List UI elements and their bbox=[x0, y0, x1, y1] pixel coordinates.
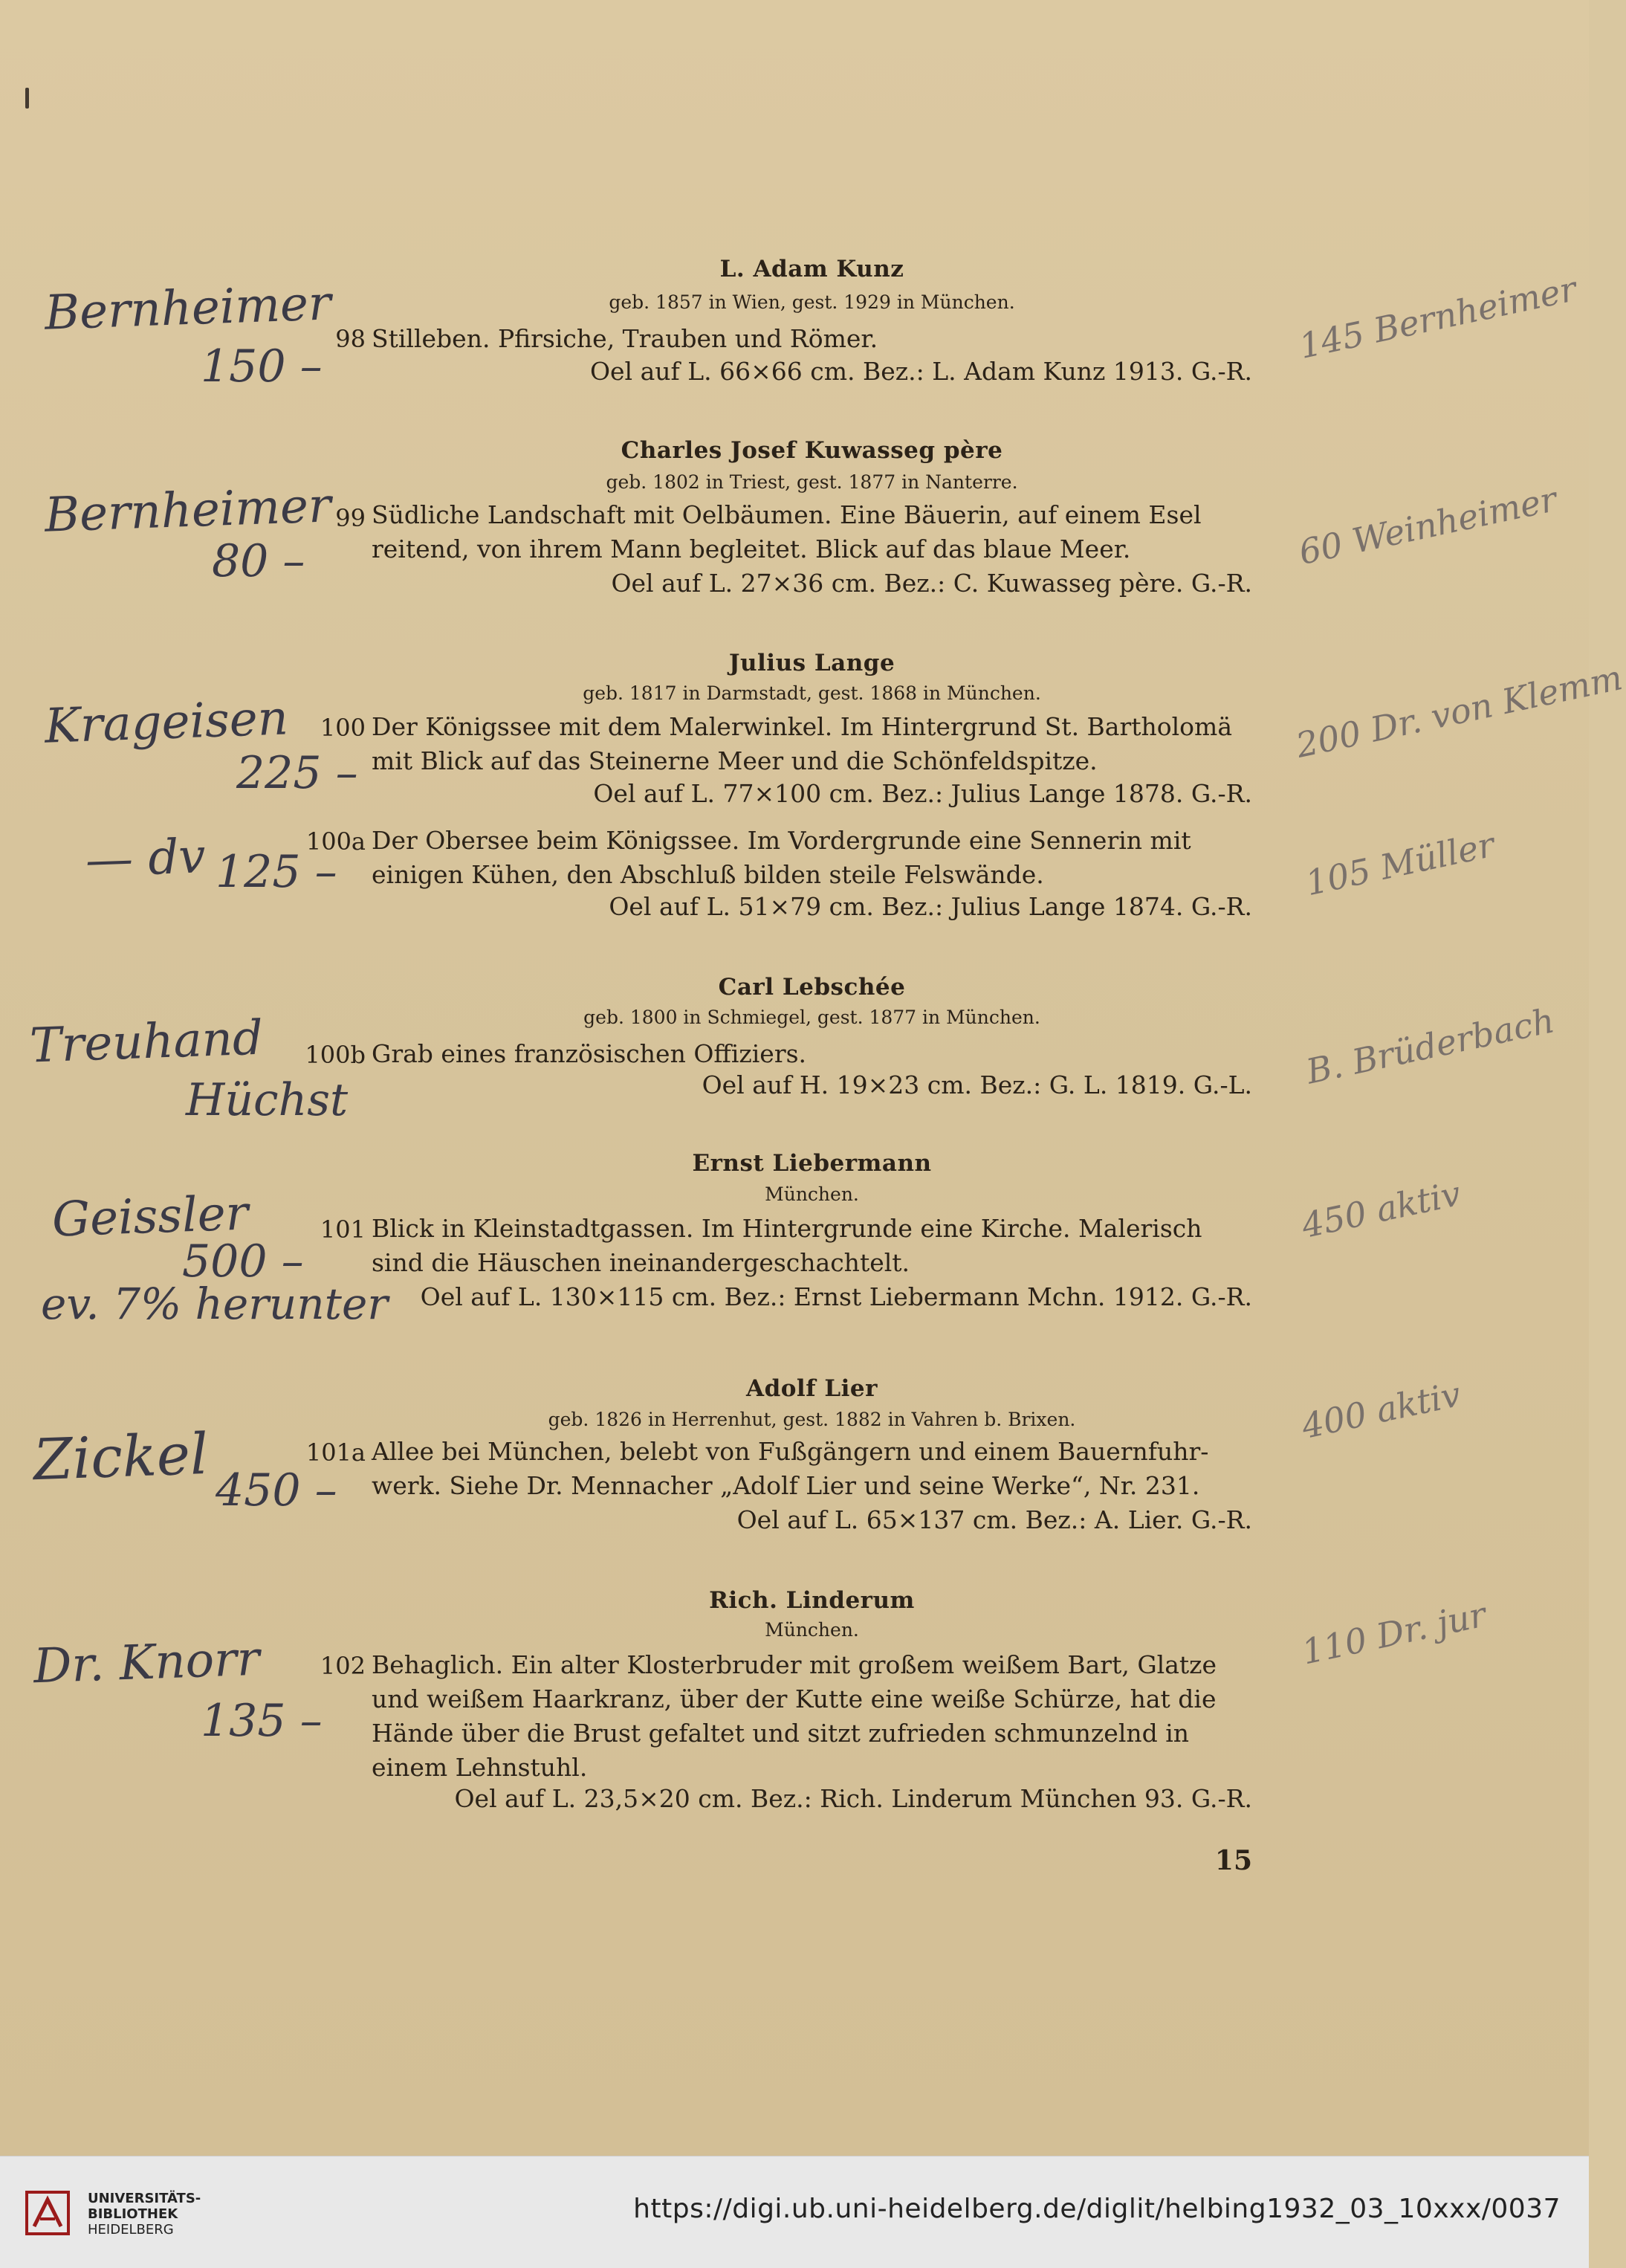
lot-line: und weißem Haarkranz, über der Kutte eine weiße Schürze, hat die bbox=[372, 1684, 1217, 1713]
lot-description bbox=[372, 1648, 1252, 1785]
handwritten-buyer: Treuhand bbox=[28, 1010, 265, 1074]
lot-number: 99 bbox=[335, 504, 366, 532]
lot-line: mit Blick auf das Steinerne Meer und die Schönfeldspitze. bbox=[372, 746, 1098, 775]
lot-line: Blick in Kleinstadtgassen. Im Hintergrunde eine Kirche. Malerisch bbox=[372, 1214, 1202, 1243]
lot-number: 100 bbox=[320, 714, 366, 742]
handwritten-buyer: — dv bbox=[84, 829, 207, 888]
lot-line: Grab eines französischen Offiziers. bbox=[372, 1039, 807, 1068]
artist-name: Ernst Liebermann bbox=[692, 1150, 932, 1177]
lot-medium: Oel auf L. 27×36 cm. Bez.: C. Kuwasseg père. G.-R. bbox=[611, 569, 1252, 598]
artist-name: Julius Lange bbox=[728, 650, 895, 676]
lot-number: 100a bbox=[305, 827, 366, 856]
lot-line: Der Königssee mit dem Malerwinkel. Im Hintergrund St. Bartholomä bbox=[372, 712, 1233, 741]
library-name-line: HEIDELBERG bbox=[88, 2222, 174, 2238]
lot-number: 100b bbox=[305, 1041, 366, 1069]
library-logo-icon bbox=[24, 2189, 71, 2237]
handwritten-margin-note: 400 aktiv bbox=[1298, 1374, 1465, 1447]
handwritten-buyer: Geissler bbox=[51, 1186, 250, 1248]
lot-number: 102 bbox=[320, 1652, 366, 1680]
lot-medium: Oel auf L. 51×79 cm. Bez.: Julius Lange 1874. G.-R. bbox=[609, 892, 1252, 921]
library-name bbox=[88, 2191, 236, 2238]
lot-medium: Oel auf L. 66×66 cm. Bez.: L. Adam Kunz 1913. G.-R. bbox=[589, 357, 1252, 386]
handwritten-margin-note: 110 Dr. jur bbox=[1298, 1594, 1490, 1673]
permalink-url[interactable]: https://digi.ub.uni-heidelberg.de/diglit/helbing1932_03_10xxx/0037 bbox=[633, 2194, 1561, 2224]
lot-line: Allee bei München, belebt von Fußgängern und einem Bauernfuhr- bbox=[372, 1437, 1209, 1466]
handwritten-margin-note: B. Brüderbach bbox=[1303, 1000, 1558, 1092]
handwritten-margin-note: 105 Müller bbox=[1302, 824, 1498, 904]
lot-line: Hände über die Brust gefaltet und sitzt zufrieden schmunzelnd in bbox=[372, 1719, 1190, 1748]
handwritten-price: 450 – bbox=[216, 1464, 337, 1516]
handwritten-price: 500 – bbox=[182, 1235, 304, 1288]
handwritten-price: 225 – bbox=[236, 747, 358, 799]
ink-mark bbox=[25, 88, 29, 109]
artist-name: Rich. Linderum bbox=[709, 1587, 915, 1614]
handwritten-margin-note: 60 Weinheimer bbox=[1295, 478, 1561, 573]
handwritten-buyer: Krageisen bbox=[43, 691, 290, 755]
lot-line: reitend, von ihrem Mann begleitet. Blick auf das blaue Meer. bbox=[372, 534, 1131, 563]
lot-number: 101 bbox=[320, 1215, 366, 1244]
lot-line: einem Lehnstuhl. bbox=[372, 1753, 588, 1782]
handwritten-buyer: Zickel bbox=[32, 1420, 210, 1493]
artist-info: München. bbox=[765, 1183, 859, 1205]
artist-name: Adolf Lier bbox=[746, 1375, 878, 1402]
lot-description bbox=[372, 824, 1252, 892]
lot-line: einigen Kühen, den Abschluß bilden steile Felswände. bbox=[372, 860, 1044, 889]
lot-medium: Oel auf L. 23,5×20 cm. Bez.: Rich. Linderum München 93. G.-R. bbox=[454, 1784, 1252, 1813]
handwritten-price: 125 – bbox=[216, 846, 337, 898]
artist-info: geb. 1857 in Wien, gest. 1929 in München. bbox=[609, 291, 1015, 313]
handwritten-note: ev. 7% herunter bbox=[41, 1279, 389, 1329]
handwritten-buyer: Bernheimer bbox=[43, 478, 332, 543]
lot-line: Südliche Landschaft mit Oelbäumen. Eine Bäuerin, auf einem Esel bbox=[372, 500, 1202, 529]
lot-description bbox=[372, 710, 1252, 778]
lot-line: werk. Siehe Dr. Mennacher „Adolf Lier und seine Werke“, Nr. 231. bbox=[372, 1471, 1200, 1500]
lot-medium: Oel auf L. 65×137 cm. Bez.: A. Lier. G.-R. bbox=[736, 1505, 1252, 1534]
artist-info: München. bbox=[765, 1619, 859, 1641]
artist-info: geb. 1800 in Schmiegel, gest. 1877 in München. bbox=[583, 1007, 1040, 1028]
lot-line: Stilleben. Pfirsiche, Trauben und Römer. bbox=[372, 324, 878, 353]
lot-description bbox=[372, 322, 1252, 356]
lot-line: sind die Häuschen ineinandergeschachtelt. bbox=[372, 1248, 910, 1277]
handwritten-buyer: Bernheimer bbox=[43, 276, 332, 341]
artist-name: Charles Josef Kuwasseg père bbox=[621, 437, 1003, 464]
lot-description bbox=[372, 1212, 1252, 1280]
lot-number: 101a bbox=[305, 1438, 366, 1467]
lot-medium: Oel auf H. 19×23 cm. Bez.: G. L. 1819. G.-L. bbox=[702, 1070, 1252, 1099]
handwritten-margin-note: 200 Dr. von Klemm bbox=[1292, 657, 1626, 766]
artist-info: geb. 1802 in Triest, gest. 1877 in Nanterre. bbox=[606, 471, 1018, 493]
viewer-footer bbox=[0, 2156, 1589, 2268]
handwritten-margin-note: 145 Bernheimer bbox=[1295, 268, 1580, 366]
artist-info: geb. 1826 in Herrenhut, gest. 1882 in Vahren b. Brixen. bbox=[548, 1409, 1076, 1430]
library-name-line: BIBLIOTHEK bbox=[88, 2206, 178, 2222]
artist-name: Carl Lebschée bbox=[718, 974, 906, 1001]
handwritten-margin-note: 450 aktiv bbox=[1298, 1173, 1465, 1246]
artist-info: geb. 1817 in Darmstadt, gest. 1868 in München. bbox=[583, 682, 1041, 704]
handwritten-price: 135 – bbox=[201, 1695, 323, 1747]
lot-medium: Oel auf L. 77×100 cm. Bez.: Julius Lange 1878. G.-R. bbox=[593, 779, 1252, 808]
lot-medium: Oel auf L. 130×115 cm. Bez.: Ernst Liebermann Mchn. 1912. G.-R. bbox=[420, 1282, 1252, 1311]
lot-description bbox=[372, 1435, 1252, 1503]
lot-line: Der Obersee beim Königssee. Im Vordergrunde eine Sennerin mit bbox=[372, 826, 1191, 855]
handwritten-price: 80 – bbox=[212, 535, 305, 587]
library-name-line: UNIVERSITÄTS- bbox=[88, 2191, 201, 2206]
handwritten-price: 150 – bbox=[201, 340, 323, 392]
lot-line: Behaglich. Ein alter Klosterbruder mit großem weißem Bart, Glatze bbox=[372, 1650, 1217, 1679]
lot-description bbox=[372, 498, 1252, 566]
handwritten-buyer: Dr. Knorr bbox=[32, 1631, 261, 1695]
lot-number: 98 bbox=[335, 325, 366, 353]
artist-name: L. Adam Kunz bbox=[719, 256, 904, 282]
page-number: 15 bbox=[1214, 1845, 1252, 1876]
lot-description bbox=[372, 1037, 1252, 1071]
handwritten-price: Hüchst bbox=[186, 1074, 349, 1126]
